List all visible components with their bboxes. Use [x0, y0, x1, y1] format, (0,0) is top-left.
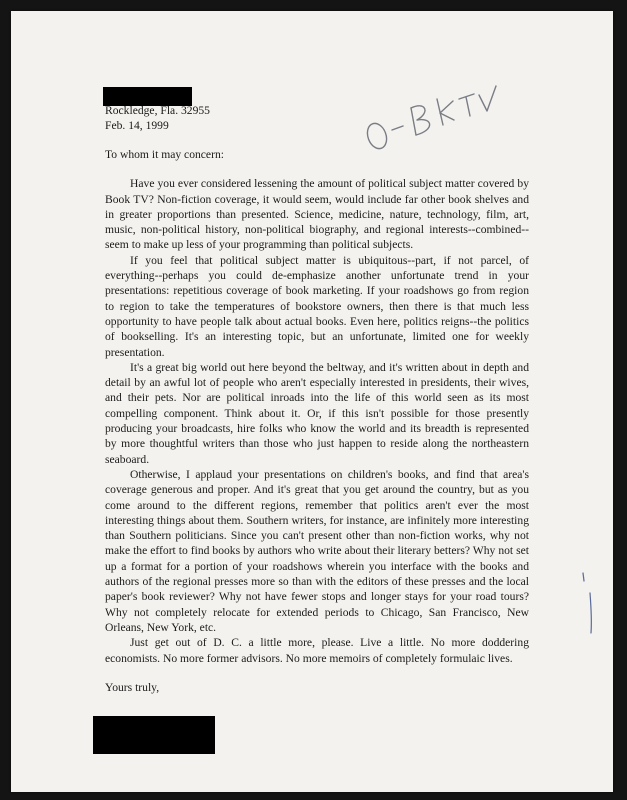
paragraph: Just get out of D. C. a little more, please. Live a little. No more doddering economists. No more former advisors. No more memoirs of completely formulaic lives.	[105, 636, 529, 665]
margin-marks	[581, 571, 601, 641]
sender-address: Rockledge, Fla. 32955	[105, 104, 210, 117]
paragraph: Otherwise, I applaud your presentations on children's books, and find that area's coverage generous and proper. And it's great that you get around the country, but as you come around to the different regions, remember that politics aren't ever the most interesting things about them. Southern writers, for instance, are infinitely more interesting than Southern politicians. Since you can't present other than non-fiction works, why not make the effort to find books by authors who write about their literary betters? Why not set up a format for a portion of your roadshows wherein you interface with the books and authors of the regional presses more so than with the editors of these presses and the local paper's book reviewer? Why not have fewer stops and longer stays for your road tours? Why not completely relocate for extended periods to Chicago, San Francisco, New Orleans, New York, etc.	[105, 467, 529, 634]
letter-body	[105, 147, 529, 695]
letter-header	[105, 103, 529, 134]
letter-page	[11, 11, 613, 792]
paragraph: It's a great big world out here beyond the beltway, and it's written about in depth and detail by an awful lot of people who aren't especially interested in presidents, their wives, and their pets. Nor are political inroads into the life of this world seen as its most compelling component. Think about it. Or, if this isn't possible for those presently producing your broadcasts, hire folks who know the world and its breadth is represented by more thoughtful writers than those who just happen to reside along the northeastern seaboard.	[105, 360, 529, 466]
paragraph: Have you ever considered lessening the amount of political subject matter covered by Book TV? Non-fiction coverage, it would seem, would include far other book shelves and in greater proportions than presented. Science, medicine, nature, technology, film, art, music, non-political history, non-political biography, and regional interests--combined--seem to make up less of your programming than political subjects.	[105, 177, 529, 252]
letter-date: Feb. 14, 1999	[105, 119, 169, 133]
redacted-signature	[93, 716, 215, 754]
closing: Yours truly,	[105, 680, 160, 694]
salutation: To whom it may concern:	[105, 148, 224, 161]
paragraph: If you feel that political subject matter is ubiquitous--part, if not parcel, of everything--perhaps you could de-emphasize another unfortunate trend in your presentations: repetitious coverage of book marketing. If your roadshows go from region to region to take the temperatures of bookstore owners, then there is that much less opportunity to have people talk about actual books. Even here, politics reigns--the politics of bookselling. It's an interesting topic, but an unfortunate, limited one for weekly presentation.	[105, 253, 529, 359]
